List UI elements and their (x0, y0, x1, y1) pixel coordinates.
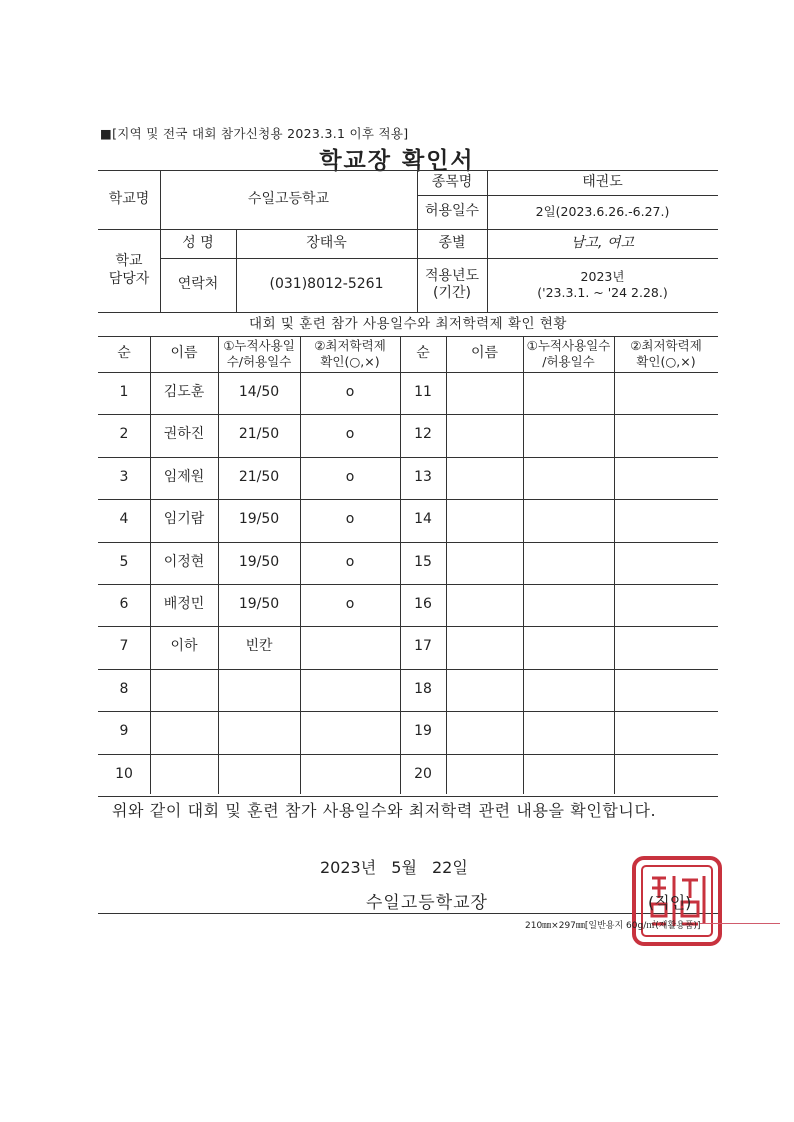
student-name: 이정현 (163, 554, 205, 571)
academic-check: o (345, 511, 355, 528)
used-days (218, 711, 300, 753)
row-number: 3 (119, 469, 129, 486)
used-days: 19/50 (238, 596, 280, 613)
row-number: 2 (119, 426, 129, 443)
confirmation-statement: 위와 같이 대회 및 훈련 참가 사용일수와 최저학력 관련 내용을 확인합니다. (112, 801, 657, 820)
gender-label: 종별 (438, 234, 466, 251)
row-number: 8 (119, 681, 129, 698)
row-number: 6 (119, 596, 129, 613)
student-name (150, 669, 218, 711)
student-name: 배정민 (163, 596, 205, 613)
used-days: 14/50 (238, 384, 280, 401)
used-days (218, 754, 300, 796)
used-days (218, 669, 300, 711)
issue-date: 2023년 5월 22일 (320, 858, 468, 877)
header-no-left: 순 (117, 345, 131, 362)
student-name: 김도훈 (163, 384, 205, 401)
student-name: 권하진 (163, 426, 205, 443)
row-number-right: 18 (414, 681, 432, 698)
year-value: 2023년 ('23.3.1. ~ '24 2.28.) (537, 269, 668, 300)
allowed-days-value: 2일(2023.6.26.-6.27.) (535, 204, 670, 220)
header-days-left: ①누적사용일 수/허용일수 (223, 338, 295, 369)
header-check-right: ②최저학력제 확인(○,×) (630, 338, 702, 369)
year-label: 적용년도 (기간) (424, 267, 480, 301)
academic-check: o (345, 426, 355, 443)
school-name-label: 학교명 (108, 190, 150, 207)
header-days-right: ①누적사용일수 /허용일수 (526, 338, 611, 369)
academic-check: o (345, 384, 355, 401)
academic-check: o (345, 596, 355, 613)
header-name-right: 이름 (470, 345, 499, 362)
issuer-title: 수일고등학교장 (366, 893, 488, 913)
school-name-value: 수일고등학교 (247, 190, 330, 207)
manager-label: 학교 담당자 (108, 253, 150, 287)
section-title: 대회 및 훈련 참가 사용일수와 최저학력제 확인 현황 (249, 315, 567, 332)
allowed-days-label: 허용일수 (424, 203, 480, 220)
student-name (150, 754, 218, 796)
used-days: 21/50 (238, 469, 280, 486)
seal-label: (직인) (648, 893, 692, 912)
student-name (150, 711, 218, 753)
table-divider (523, 336, 524, 794)
row-number: 9 (119, 723, 129, 740)
header-check-left: ②최저학력제 확인(○,×) (314, 338, 386, 369)
scope-note: ■[지역 및 전국 대회 참가신청용 2023.3.1 이후 적용] (100, 126, 409, 141)
row-number: 10 (115, 766, 133, 783)
table-rule (98, 913, 718, 914)
manager-name-label: 성 명 (182, 234, 214, 251)
student-name: 임제원 (163, 469, 205, 486)
contact-label: 연락처 (177, 276, 219, 293)
academic-check: o (345, 554, 355, 571)
row-number-right: 13 (414, 469, 432, 486)
used-days: 빈칸 (245, 638, 273, 655)
row-number-right: 16 (414, 596, 432, 613)
used-days: 19/50 (238, 554, 280, 571)
row-number: 5 (119, 554, 129, 571)
sport-value: 태권도 (582, 173, 623, 190)
page-title: 학교장 확인서 (319, 148, 475, 174)
row-number-right: 20 (414, 766, 432, 783)
used-days: 19/50 (238, 511, 280, 528)
contact-value: (031)8012-5261 (269, 276, 384, 293)
sport-label: 종목명 (431, 173, 473, 190)
row-number-right: 15 (414, 554, 432, 571)
gender-value: 남고, 여고 (571, 234, 634, 251)
academic-check (300, 626, 400, 668)
table-divider (446, 336, 447, 794)
seal-mark-line (700, 923, 780, 924)
manager-name-value: 장태욱 (306, 234, 347, 251)
row-number: 1 (119, 384, 129, 401)
row-number-right: 19 (414, 723, 432, 740)
academic-check (300, 754, 400, 796)
row-number-right: 12 (414, 426, 432, 443)
row-number: 7 (119, 638, 129, 655)
row-number-right: 14 (414, 511, 432, 528)
row-number-right: 17 (414, 638, 432, 655)
academic-check (300, 711, 400, 753)
student-name: 이하 (170, 638, 198, 655)
table-divider (614, 336, 615, 794)
used-days: 21/50 (238, 426, 280, 443)
row-number-right: 11 (414, 384, 432, 401)
academic-check: o (345, 469, 355, 486)
student-name: 임기람 (163, 511, 205, 528)
header-name-left: 이름 (170, 345, 198, 362)
paper-spec: 210㎜×297㎜[일반용지 60g/㎡(재활용품)] (525, 921, 701, 931)
academic-check (300, 669, 400, 711)
header-no-right: 순 (416, 345, 430, 362)
row-number: 4 (119, 511, 129, 528)
